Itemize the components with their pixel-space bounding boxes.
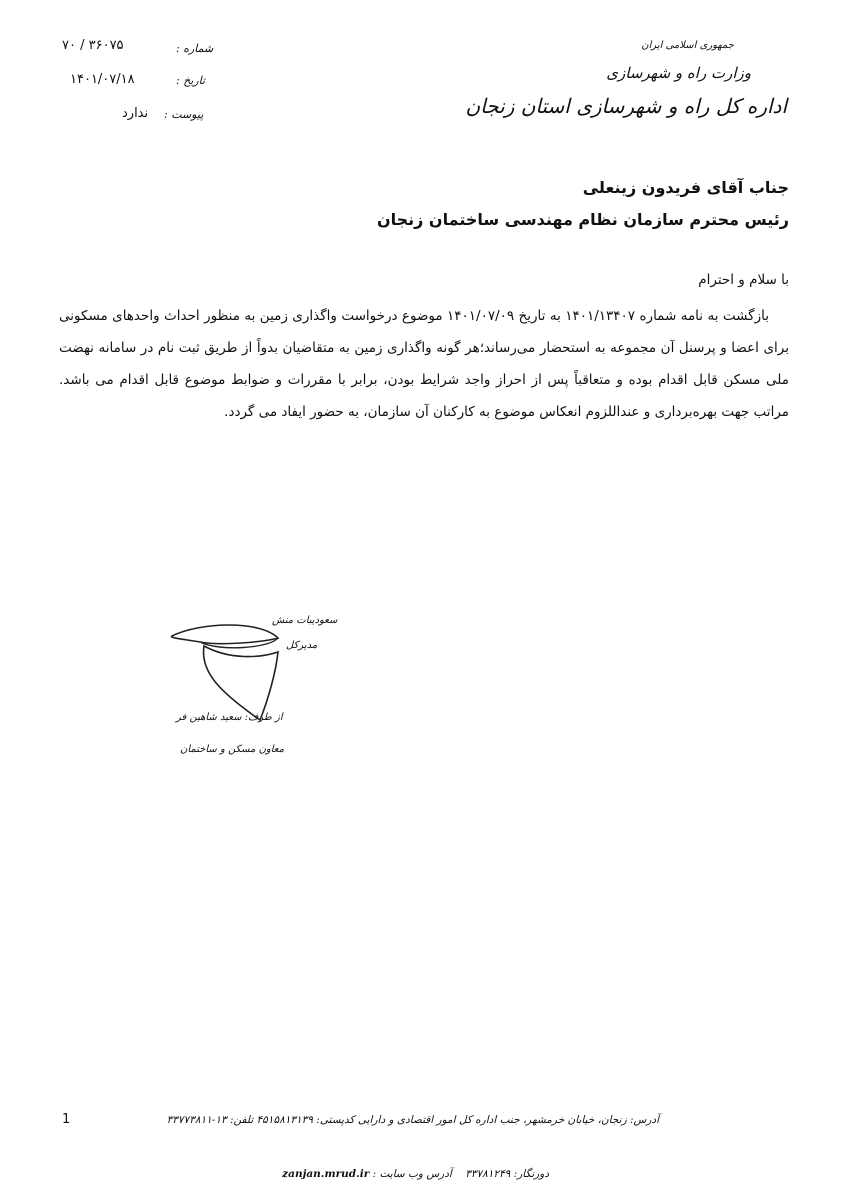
footer-address: آدرس: زنجان، خیابان خرمشهر، جنب اداره کل امور اقتصادی و دارایی کدپستی: ۴۵۱۵۸۱۳۱۳۹ تلفن: ۱۳-۳۳۷۷۳۸۱۱: [166, 1114, 659, 1126]
footer-website-url[interactable]: zanjan.mrud.ir: [282, 1168, 370, 1180]
number-label: شماره :: [176, 42, 214, 55]
body-paragraph: بازگشت به نامه شماره ۱۴۰۱/۱۳۴۰۷ به تاریخ ۱۴۰۱/۰۷/۰۹ موضوع درخواست واگذاری زمین به منظور احداث واحدهای مسکونی برای اعضا و پرسنل آن مجموعه به استحضار می‌رساند؛هر گونه واگذاری زمین به متقاضیان بدواً از طریق ثبت نام در سامانه نهضت ملی مسکن قابل اقدام بوده و متعاقباً پس از احراز واجد شرایط بودن، برابر با مقررات و ضوابط موضوع قابل اقدام می باشد. مراتب جهت بهره‌برداری و عنداللزوم انعکاس موضوع به کارکنان آن سازمان، به حضور ایفاد می گردد.: [59, 308, 789, 420]
letter-date: ۱۴۰۱/۰۷/۱۸: [70, 72, 135, 87]
letterhead-ministry: وزارت راه و شهرسازی: [606, 64, 751, 82]
signature-deputy-title: معاون مسکن و ساختمان: [180, 744, 284, 755]
footer-website-label: آدرس وب سایت :: [372, 1168, 452, 1180]
signature-title: مدیرکل: [286, 640, 318, 651]
page-number: 1: [62, 1112, 71, 1127]
date-label: تاریخ :: [176, 74, 206, 87]
signature-on-behalf: از طرف: سعید شاهین فر: [176, 712, 283, 723]
footer-web: [282, 1168, 549, 1180]
addressee-title: رئیس محترم سازمان نظام مهندسی ساختمان زنجان: [376, 210, 789, 229]
attachment-label: پیوست :: [164, 108, 204, 121]
letterhead-republic: جمهوری اسلامی ایران: [641, 40, 734, 51]
signature-name: سعودیبات منش: [272, 615, 338, 626]
letter-number: ۳۶۰۷۵ / ۷۰: [62, 38, 124, 53]
footer-fax: دورنگار: ۳۳۷۸۱۲۴۹: [465, 1168, 549, 1180]
letterhead-office: اداره کل راه و شهرسازی استان زنجان: [465, 94, 787, 118]
greeting: با سلام و احترام: [698, 272, 789, 288]
addressee-name: جناب آقای فریدون زینعلی: [582, 178, 789, 197]
letter-body: [59, 300, 789, 428]
attachment-value: ندارد: [122, 106, 149, 121]
